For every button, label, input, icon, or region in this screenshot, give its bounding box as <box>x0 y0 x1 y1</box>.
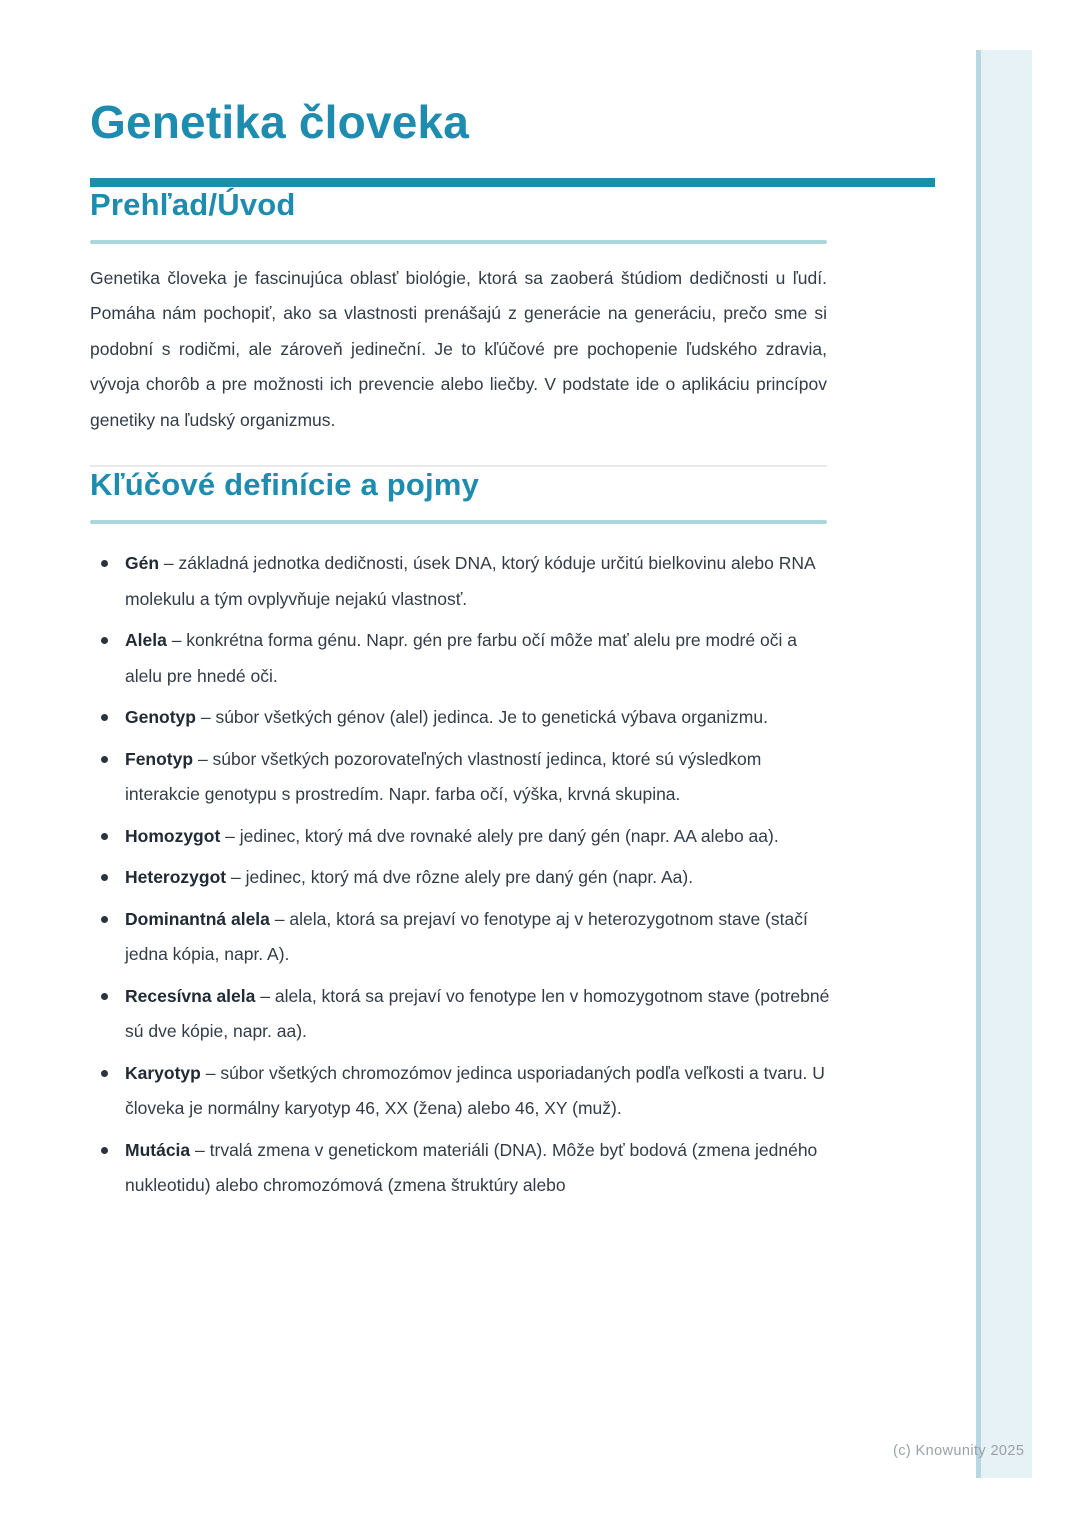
term-definition: – konkrétna forma génu. Napr. gén pre farbu očí môže mať alelu pre modré oči a alelu pre hnedé oči. <box>125 630 797 686</box>
term-definition: – jedinec, ktorý má dve rôzne alely pre daný gén (napr. Aa). <box>231 867 694 888</box>
term-label: Genotyp <box>125 707 196 728</box>
list-item-dominantna-alela <box>90 902 830 973</box>
list-item-heterozygot <box>90 860 830 896</box>
term-label: Recesívna alela <box>125 985 256 1006</box>
list-item-karyotyp <box>90 1056 830 1127</box>
bullet-icon <box>101 756 108 763</box>
list-item-mutacia <box>90 1133 830 1204</box>
term-definition: – trvalá zmena v genetickom materiáli (DNA). Môže byť bodová (zmena jedného nukleotidu) alebo chromozómová (zmena štruktúry alebo <box>125 1139 818 1196</box>
list-item-genotyp <box>90 700 830 736</box>
term-label: Heterozygot <box>125 867 227 888</box>
page-title: Genetika človeka <box>90 96 470 148</box>
list-item-fenotyp <box>90 742 830 813</box>
title-rule <box>90 178 935 187</box>
term-label: Mutácia <box>125 1139 191 1160</box>
list-item-alela <box>90 623 830 694</box>
term-label: Dominantná alela <box>125 908 270 929</box>
term-definition: – alela, ktorá sa prejaví vo fenotype aj v heterozygotnom stave (stačí jedna kópia, napr. A). <box>125 908 808 965</box>
intro-heading: Prehľad/Úvod <box>90 186 296 222</box>
section-definitions <box>90 467 935 1204</box>
bullet-icon <box>101 1070 108 1077</box>
term-label: Alela <box>125 630 167 651</box>
term-definition: – súbor všetkých chromozómov jedinca usporiadaných podľa veľkosti a tvaru. U človeka je normálny karyotyp 46, XX (žena) alebo 46, XY (muž). <box>125 1062 825 1119</box>
term-definition: – súbor všetkých pozorovateľných vlastností jedinca, ktoré sú výsledkom interakcie genotypu s prostredím. Napr. farba očí, výška, krvná skupina. <box>125 748 762 805</box>
term-definition: – jedinec, ktorý má dve rovnaké alely pre daný gén (napr. AA alebo aa). <box>225 825 779 846</box>
side-stripe-decoration <box>976 50 1032 1478</box>
bullet-icon <box>101 637 108 644</box>
intro-paragraph: Genetika človeka je fascinujúca oblasť biológie, ktorá sa zaoberá štúdiom dedičnosti u ľudí. Pomáha nám pochopiť, ako sa vlastnosti prenášajú z generácie na generáciu, prečo sme si podobní s rodičmi, ale zároveň jedineční. Je to kľúčové pre pochopenie ľudského zdravia, vývoja chorôb a pre možnosti ich prevencie alebo liečby. V podstate ide o aplikáciu princípov genetiky na ľudský organizmus. <box>90 267 827 430</box>
term-label: Karyotyp <box>125 1062 201 1083</box>
bullet-icon <box>101 714 108 721</box>
term-definition: – základná jednotka dedičnosti, úsek DNA, ktorý kóduje určitú bielkovinu alebo RNA molekulu a tým ovplyvňuje nejakú vlastnosť. <box>125 553 815 609</box>
definitions-list <box>90 546 830 1204</box>
term-label: Gén <box>125 553 160 574</box>
definitions-heading: Kľúčové definície a pojmy <box>90 467 480 503</box>
term-label: Homozygot <box>125 825 221 846</box>
bullet-icon <box>101 916 108 923</box>
bullet-icon <box>101 993 108 1000</box>
term-definition: – súbor všetkých génov (alel) jedinca. Je to genetická výbava organizmu. <box>200 707 768 728</box>
term-label: Fenotyp <box>125 748 194 769</box>
bullet-icon <box>101 1147 108 1154</box>
term-definition: – alela, ktorá sa prejaví vo fenotype len v homozygotnom stave (potrebné sú dve kópie, napr. aa). <box>125 985 830 1042</box>
list-item-recesivna-alela <box>90 979 830 1050</box>
watermark: (c) Knowunity 2025 <box>893 1443 1025 1459</box>
bullet-icon <box>101 874 108 881</box>
list-item-homozygot <box>90 819 830 855</box>
bullet-icon <box>101 833 108 840</box>
bullet-icon <box>101 560 108 567</box>
definitions-heading-rule <box>90 520 827 524</box>
intro-heading-rule <box>90 240 827 244</box>
document-content <box>90 0 935 1210</box>
section-intro <box>90 187 935 439</box>
list-item-gen <box>90 546 830 617</box>
